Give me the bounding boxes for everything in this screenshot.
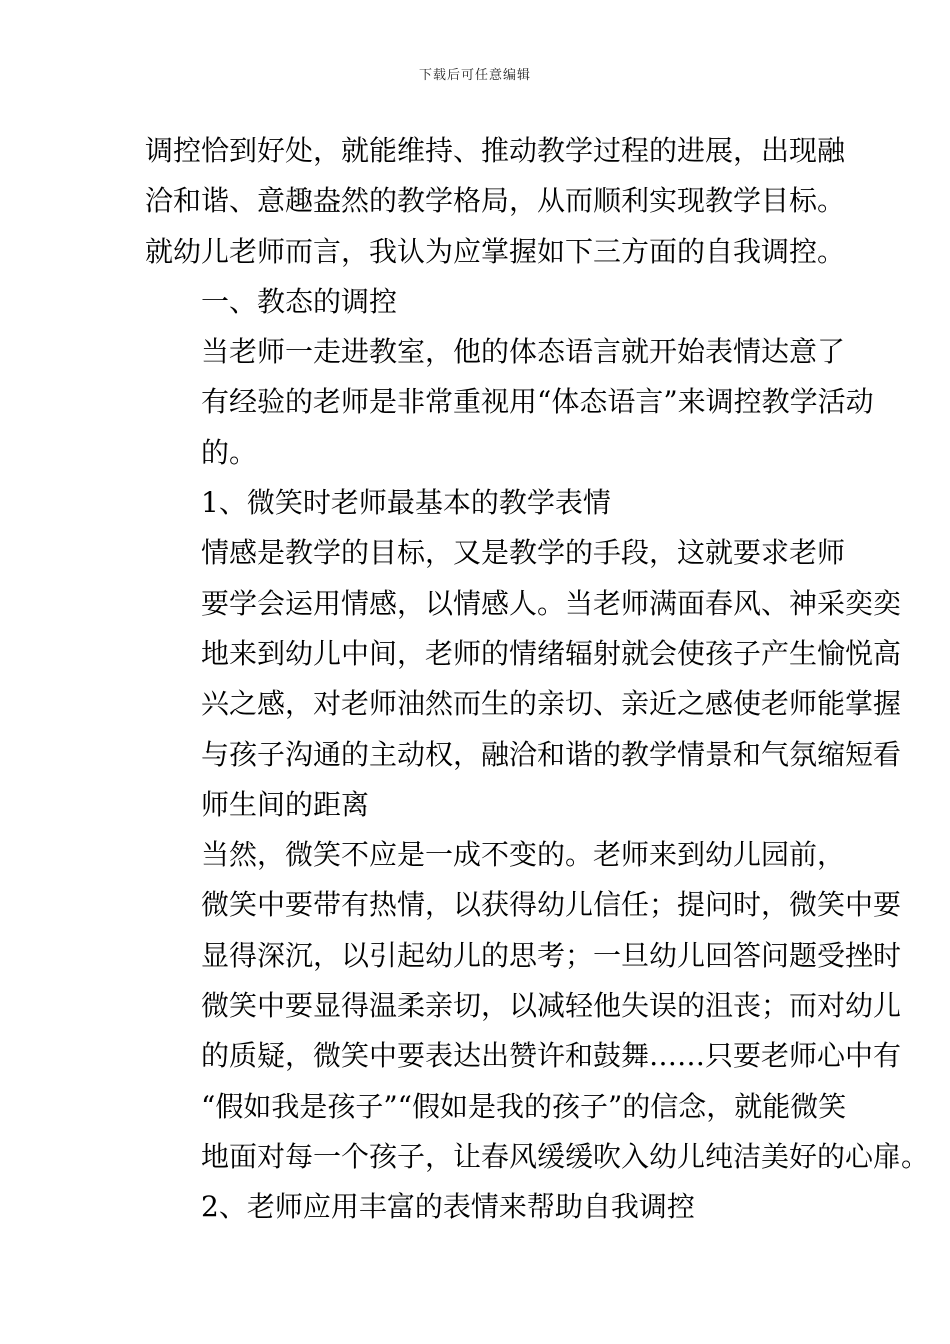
text-line: 当老师一走进教室，他的体态语言就开始表情达意了 (201, 335, 846, 369)
text-line: 调控恰到好处，就能维持、推动教学过程的进展，出现融 (145, 134, 846, 167)
text-line: 要学会运用情感，以情感人。当老师满面春风、神采奕奕 (201, 586, 902, 620)
page-header-note: 下载后可任意编辑 (418, 68, 531, 83)
text-line: 1、微笑时老师最基本的教学表情 (201, 486, 611, 520)
text-line: 师生间的距离 (201, 787, 370, 821)
text-line: 2、老师应用丰富的表情来帮助自我调控 (201, 1190, 695, 1224)
text-line: 与孩子沟通的主动权，融洽和谐的教学情景和气氛缩短看 (201, 737, 902, 771)
text-line: 就幼儿老师而言，我认为应掌握如下三方面的自我调控。 (145, 234, 846, 268)
text-line: 当然，微笑不应是一成不变的。老师来到幼儿园前， (201, 838, 846, 872)
text-line: 的。 (201, 435, 258, 469)
section-heading (145, 478, 810, 528)
text-line: 地面对每一个孩子，让春风缓缓吹入幼儿纯洁美好的心扉。 (201, 1139, 930, 1173)
text-line: 显得深沉，以引起幼儿的思考；一旦幼儿回答问题受挫时 (201, 938, 902, 972)
text-line: 的质疑，微笑中要表达出赞许和鼓舞……只要老师心中有 (201, 1039, 902, 1073)
section-heading (145, 277, 810, 327)
text-line: 有经验的老师是非常重视用“体态语言”来调控教学活动 (201, 385, 874, 419)
paragraph (145, 327, 874, 478)
text-line: 兴之感，对老师油然而生的亲切、亲近之感使老师能掌握 (201, 687, 902, 721)
paragraph (145, 126, 846, 277)
text-line: 微笑中要显得温柔亲切，以减轻他失误的沮丧；而对幼儿 (201, 989, 902, 1023)
paragraph (145, 528, 902, 830)
paragraph (145, 830, 930, 1182)
text-line: 微笑中要带有热情，以获得幼儿信任；提问时，微笑中要 (201, 888, 902, 922)
text-line: 洽和谐、意趣盎然的教学格局，从而顺利实现教学目标。 (145, 184, 846, 218)
text-line: 情感是教学的目标，又是教学的手段，这就要求老师 (201, 536, 846, 570)
section-heading (145, 1182, 810, 1232)
text-line: 一、教态的调控 (201, 284, 398, 318)
text-line: “假如我是孩子”“假如是我的孩子”的信念，就能微笑 (201, 1089, 847, 1123)
document-body (145, 126, 930, 1233)
text-line: 地来到幼儿中间，老师的情绪辐射就会使孩子产生愉悦高 (201, 636, 902, 670)
